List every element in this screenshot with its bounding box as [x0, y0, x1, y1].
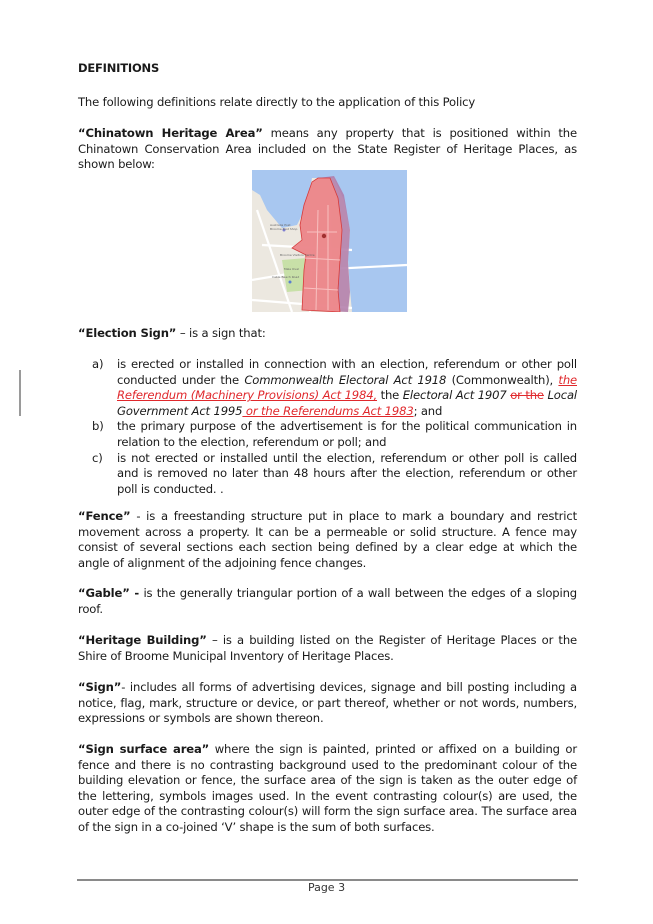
definition-text: - includes all forms of advertising devices, signage and bill posting including a notice, flag, mark, structure or device, or part thereof, whether or not words, numbers, expressions or symbols are shown thereon.: [78, 680, 577, 726]
list-marker: c): [92, 450, 103, 465]
definition-term: “Gable” -: [78, 586, 140, 600]
page-number: Page 3: [307, 881, 346, 894]
definition-text: - is a freestanding structure put in place to mark a boundary and restrict movement across a property. It can be a permeable or solid structure. A fence may consist of several sections each section being defined by a clear edge at which the angle of alignment of the adjoining fence changes.: [78, 509, 577, 570]
definition-term: “Fence”: [78, 509, 131, 523]
svg-text:Australia Post: Australia Post: [270, 223, 291, 227]
list-marker: a): [92, 357, 104, 371]
definition-sign: [78, 680, 577, 727]
definition-sign-surface-area: [78, 742, 577, 836]
list-item-b: b) the primary purpose of the advertisement is for the political communication in relation to the election, referendum or poll; and: [92, 419, 577, 449]
svg-text:Broome Visitors Centre: Broome Visitors Centre: [280, 253, 315, 257]
definition-heritage-building: [78, 633, 577, 664]
act-title: Local Government Act 1995: [117, 388, 578, 418]
svg-text:Broome Post Shop: Broome Post Shop: [270, 227, 298, 231]
definition-text: is the generally triangular portion of a wall between the edges of a sloping roof.: [78, 586, 577, 616]
definition-fence: [78, 509, 577, 571]
tracked-insertion: the Referendum (Machinery Provisions) Act 1984,: [117, 372, 577, 403]
act-title: Commonwealth Electoral Act 1918: [244, 372, 447, 387]
section-heading: DEFINITIONS: [78, 61, 160, 75]
definition-term: “Heritage Building”: [78, 633, 207, 647]
definition-text: means any property that is positioned within the Chinatown Conservation Area included on the State Register of Heritage Places, as shown below:: [78, 126, 577, 172]
chinatown-map: [252, 170, 407, 312]
svg-text:Cable Beach Road: Cable Beach Road: [272, 275, 300, 279]
definition-text: – is a sign that:: [176, 326, 266, 340]
revision-change-bar: [19, 370, 21, 416]
definition-term: “Sign surface area”: [78, 742, 210, 756]
svg-text:Male Oval: Male Oval: [284, 267, 299, 271]
list-item-a: a) is erected or installed in connection with an election, referendum or other poll conducted under the Commonwealth Electoral Act 1918 (Commonwealth), the Referendum (Machinery Provisions) Act 1984, the Electoral Act 1907 or the Local Government Act 1995 or the Referendums Act 1983; and: [92, 357, 578, 418]
tracked-deletion: or the: [510, 388, 544, 403]
definition-text: where the sign is painted, printed or affixed on a building or fence and there is no contrasting background used to the predominant colour of the building elevation or fence, the surface area of the sign is taken as the outer edge of the lettering, symbols images used. In the event contrasting colour(s) are used, the outer edge of the contrasting colour(s) will form the sign surface area. The surface area of the sign in a co-joined ‘V’ shape is the sum of both surfaces.: [78, 742, 577, 834]
election-sign-criteria-list: [92, 357, 577, 497]
list-item-c: c) is not erected or installed until the election, referendum or other poll is called and is removed no later than 48 hours after the election, referendum or other poll is conducted. .: [92, 450, 577, 496]
definition-election-sign: [78, 326, 577, 342]
intro-paragraph: The following definitions relate directly to the application of this Policy: [78, 95, 476, 109]
definition-term: “Election Sign”: [78, 326, 177, 340]
definition-text: – is a building listed on the Register of Heritage Places or the Shire of Broome Municipal Inventory of Heritage Places.: [78, 633, 578, 663]
definition-term: “Chinatown Heritage Area”: [78, 126, 263, 140]
tracked-insertion: or the Referendums Act 1983: [242, 403, 414, 418]
definition-term: “Sign”: [78, 680, 122, 694]
definition-gable: [78, 586, 577, 617]
act-title: Electoral Act 1907: [402, 388, 507, 403]
definition-chinatown: [78, 126, 577, 173]
list-marker: b): [92, 419, 104, 434]
